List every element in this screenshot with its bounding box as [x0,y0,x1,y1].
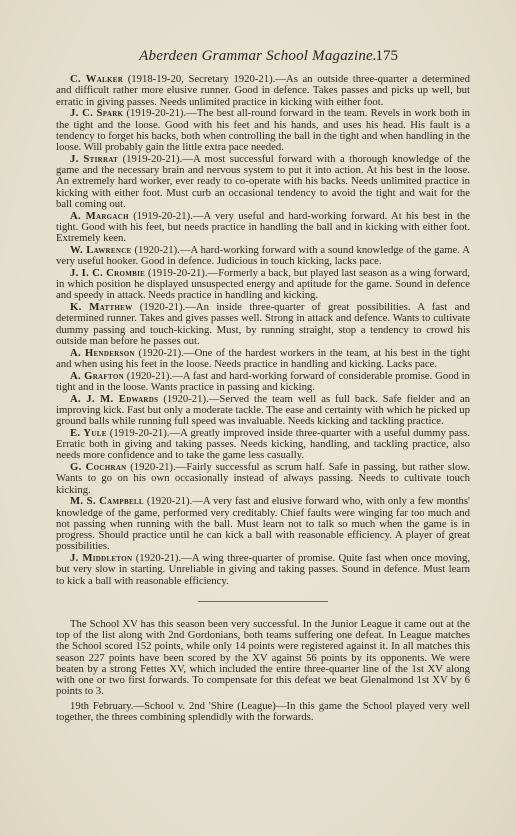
player-name: J. Middleton [70,552,133,564]
player-entry [56,154,470,210]
player-critique: (1920-21).—A fast and hard-working forward of considerable promise. Good in tight and in the loose. Wants practice in passing and kicking. [56,369,470,393]
player-critique: (1919-20-21).—Formerly a back, but played last season as a wing forward, in which position he displayed unsuspected energy and aptitude for the game. Sound in defence and speedy in attack. Needs practice in handling and kicking. [56,266,470,302]
season-summary [56,619,470,723]
player-entry [56,74,470,108]
running-header [0,48,516,68]
player-name: J. I. C. Crombie [70,266,146,279]
player-name: G. Cochran [70,461,127,473]
page-number: 175 [375,48,398,64]
player-critique: (1920-21).—An inside three-quarter of great possibilities. A fast and determined runner. Takes and gives passes well. Strong in attack and defence. Wants to cultivate dummy passing and touch-kicking. Must, by running straight, stop a tendency to crowd his outside man before he passes out. [56,301,471,347]
player-entry [56,108,470,153]
player-entry [56,371,470,394]
player-name: J. C. Spark [70,107,124,120]
player-critique: (1920-21).—Fairly successful as scrum half. Safe in passing, but rather slow. Wants to go on his own occasionally instead of always passing. Needs to cultivate touch kicking. [56,461,470,496]
player-critique: (1920-21).—Served the team well as full back. Safe fielder and an improving kick. Fast but only a moderate tackle. The ease and certainty with which he picked up ground balls while running full speed was invaluable. Needs kicking and tackling practice. [56,392,470,427]
section-divider [198,601,328,602]
summary-paragraph: The School XV has this season been very successful. In the Junior League it came out at the top of the list along with 2nd Gordonians, both teams suffering one defeat. In League matches the School scored 152 points, while only 14 points were registered against it. In all matches this season 227 points have been scored by the XV against 56 points by its opponents. We were beaten by a strong Fettes XV, which included the entire three-quarter line of the 1st XV along with one or two first forwards. To compensate for this defeat we beat Glenalmond 1st XV by 6 points to 3. [56,617,470,698]
player-entry [56,496,470,552]
player-entry [56,428,470,462]
player-critique: (1919-20-21).—A very useful and hard-working forward. At his best in the tight. Good with his feet, but needs practice in handling the ball and in kicking with either foot. Extremely keen. [56,209,470,244]
magazine-title: Aberdeen Grammar School Magazine. [139,48,377,64]
player-entry [56,462,470,496]
player-entry [56,348,470,371]
player-critique: (1918-19-20, Secretary 1920-21).—As an outside three-quarter a determined and difficult rather more elusive runner. Good in defence. Takes passes and picks up well, but erratic in giving passes. Needs unlimited practice in kicking with either foot. [56,73,470,108]
player-entry [56,394,470,428]
player-entry [56,211,470,245]
player-name: K. Matthew [70,301,133,313]
player-critiques [56,74,470,587]
player-name: A. Grafton [70,369,124,382]
player-entry [56,268,470,302]
player-entry [56,302,470,347]
summary-paragraph: 19th February.—School v. 2nd 'Shire (League)—In this game the School played very well together, the threes combining splendidly with the forwards. [56,699,470,723]
player-entry [56,245,470,268]
player-name: M. S. Campbell [70,495,144,508]
player-entry [56,553,470,587]
player-name: A. J. M. Edwards [70,392,159,405]
player-name: A. Margach [70,209,129,222]
player-critique: (1919-20-21).—The best all-round forward in the team. Revels in work both in the tight and the loose. Good with his feet and his hands, and uses his head. His fault is a tendency to forget his backs, both when controlling the ball in the tight and when handling in the loose. Will probably gain the little extra pace needed. [56,107,471,153]
player-critique: (1920-21).—A very fast and elusive forward who, with only a few months' knowledge of the game, performed very creditably. Chief faults were winging far too much and not passing when running with the ball. Must learn not to talk so much when the game is in progress. Should practice until he can kick a ball with reasonable efficiency. A player of great possibilities. [56,495,470,553]
player-name: E. Yule [70,426,107,439]
player-critique: (1919-20-21).—A most successful forward with a thorough knowledge of the game and the necessary brain and nervous system to put it into action. At his best in the loose. An extremely hard worker, ever ready to co-operate with his backs. Needs unlimited practice in kicking with either foot. Must curb an occasional tendency to avoid the tight and wait for the ball coming out. [56,152,470,210]
player-name: W. Lawrence [70,243,132,256]
player-critique: (1920-21).—A hard-working forward with a sound knowledge of the game. A very useful hooker. Good in defence. Judicious in touch kicking, lacks pace. [56,243,470,267]
article-body [56,74,470,726]
player-critique: (1920-21).—A wing three-quarter of promise. Quite fast when once moving, but very slow in starting. Unreliable in giving and taking passes. Sound in defence. Must learn to kick a ball with reasonable efficiency. [56,552,470,587]
player-name: A. Henderson [70,346,135,359]
player-critique: (1919-20-21).—A greatly improved inside three-quarter with a useful dummy pass. Erratic both in giving and taking passes. Needs kicking, handling, and tackling practice, also needs more confidence and to take the game less casually. [56,426,470,462]
player-critique: (1920-21).—One of the hardest workers in the team, at his best in the tight and when using his feet in the loose. Needs practice in handling and kicking. Lacks pace. [56,346,470,370]
player-name: J. Stirrat [70,152,119,165]
player-name: C. Walker [70,73,124,85]
